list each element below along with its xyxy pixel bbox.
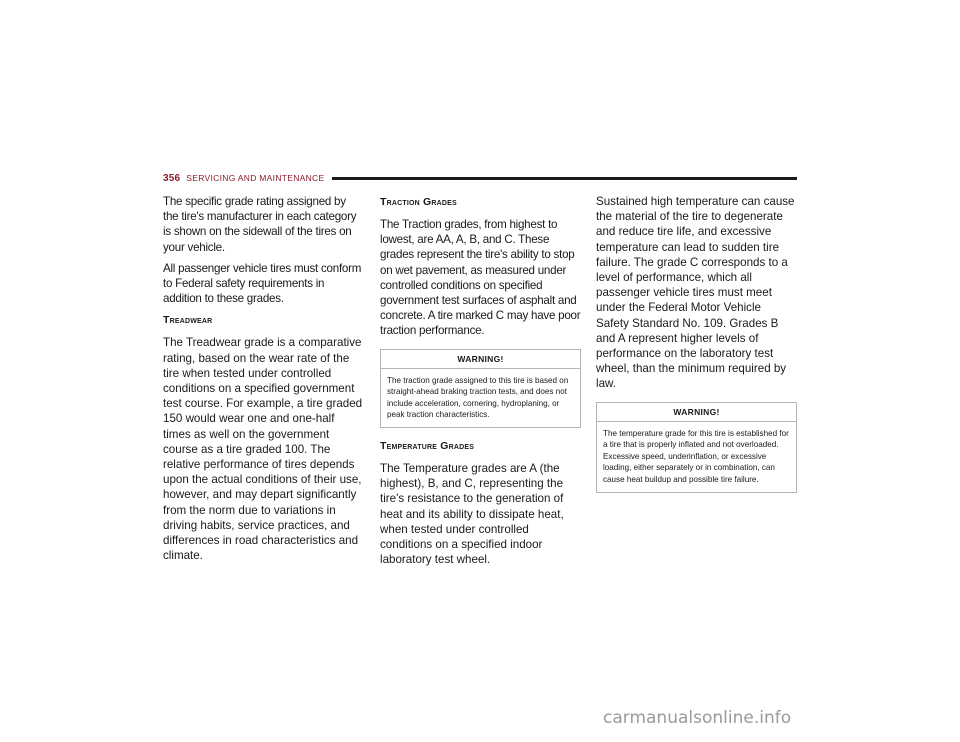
temperature-warning-box bbox=[596, 402, 797, 493]
traction-grades-heading: Traction Grades bbox=[380, 196, 457, 208]
traction-warning-title: WARNING! bbox=[381, 350, 580, 369]
temperature-grades-paragraph: The Temperature grades are A (the highest), B, and C, representing the tire's resistance to the generation of heat and its ability to dissipate heat, when tested under controlled conditions on a specified indoor laboratory test wheel. bbox=[380, 462, 564, 567]
column-right bbox=[596, 194, 797, 505]
traction-warning-text: The traction grade assigned to this tire is based on straight-ahead braking traction tests, and does not include acceleration, cornering, hydroplaning, or peak traction characteristics. bbox=[387, 375, 569, 420]
header-rule bbox=[332, 177, 797, 180]
temperature-grades-continued-paragraph: Sustained high temperature can cause the material of the tire to degenerate and reduce tire life, and excessive temperature can lead to sudden tire failure. The grade C corresponds to a level of performance, which all passenger vehicle tires must meet under the Federal Motor Vehicle Safety Standard No. 109. Grades B and A represent higher levels of performance on the laboratory test wheel, than the minimum required by law. bbox=[596, 195, 795, 391]
traction-grades-paragraph: The Traction grades, from highest to lowest, are AA, A, B, and C. These grades represent the tire's ability to stop on wet pavement, as measured under controlled conditions on specified government test surfaces of asphalt and concrete. A tire marked C may have poor traction performance. bbox=[380, 218, 581, 338]
temperature-warning-text: The temperature grade for this tire is established for a tire that is properly inflated and not overloaded. Excessive speed, underinflation, or excessive loading, either separately or in combination, can cause heat buildup and possible tire failure. bbox=[603, 428, 789, 485]
federal-requirements-paragraph: All passenger vehicle tires must conform to Federal safety requirements in addition to these grades. bbox=[163, 261, 362, 306]
watermark: carmanualsonline.info bbox=[603, 708, 792, 728]
column-middle bbox=[380, 194, 581, 573]
page-header bbox=[163, 172, 797, 184]
treadwear-heading: Treadwear bbox=[163, 314, 213, 327]
temperature-warning-title: WARNING! bbox=[597, 403, 796, 422]
treadwear-paragraph: The Treadwear grade is a comparative rating, based on the wear rate of the tire when tested under controlled conditions on a specified government test course. For example, a tire graded 150 would wear one and one-half times as well on the government course as a tire graded 100. The relative performance of tires depends upon the actual conditions of their use, however, and may depart significantly from the norm due to variations in driving habits, service practices, and differences in road characteristics and climate. bbox=[163, 336, 363, 563]
temperature-grades-heading: Temperature Grades bbox=[380, 440, 475, 452]
grade-rating-paragraph: The specific grade rating assigned by the tire's manufacturer in each category is shown on the sidewall of the tires on your vehicle. bbox=[163, 195, 357, 254]
page-number: 356 bbox=[163, 172, 181, 184]
section-title: SERVICING AND MAINTENANCE bbox=[186, 173, 325, 183]
column-left bbox=[163, 194, 364, 569]
traction-warning-box bbox=[380, 349, 581, 428]
